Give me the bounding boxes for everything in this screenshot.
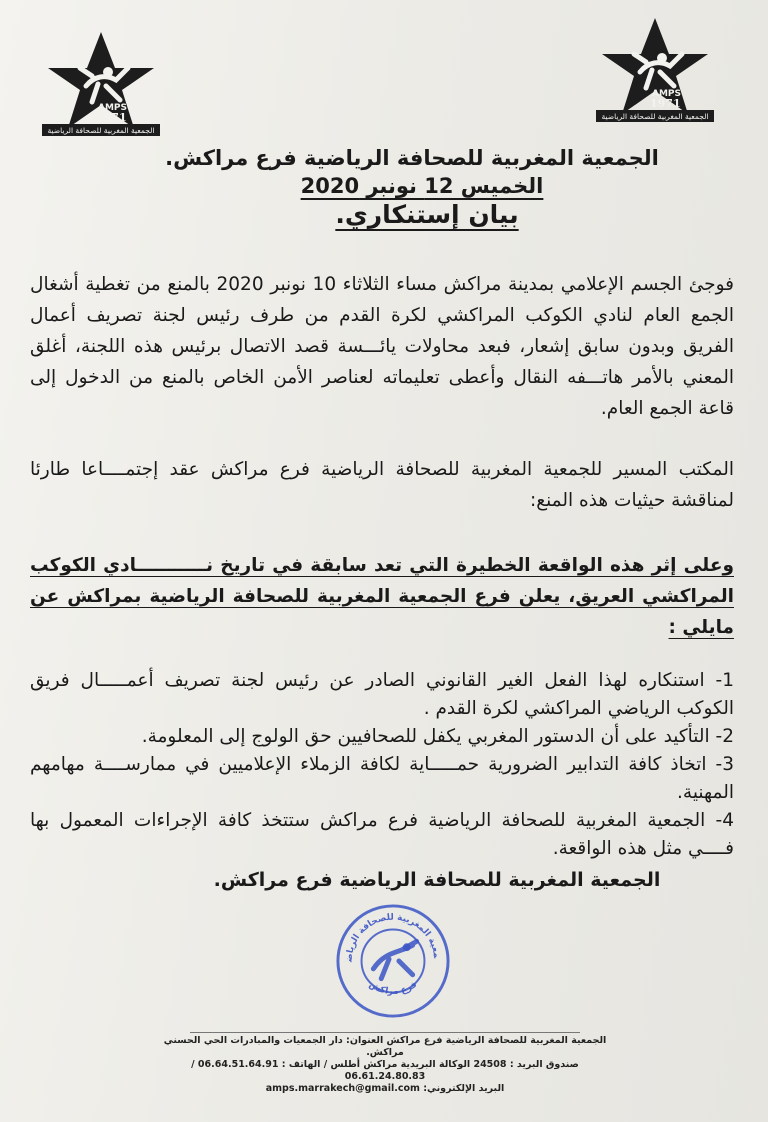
svg-text:فرع مراكش bbox=[367, 980, 419, 997]
list-item: 3- اتخاذ كافة التدابير الضرورية حمـــــاية لكافة الزملاء الإعلاميين في ممارســــة مهامهم المهنية. bbox=[30, 754, 734, 803]
list-item: 4- الجمعية المغربية للصحافة الرياضية فرع مراكش ستتخذ كافة الإجراءات المعمول بها فــــي مثل هذه الواقعة. bbox=[30, 810, 734, 859]
document-body bbox=[30, 140, 734, 891]
list-item: 2- التأكيد على أن الدستور المغربي يكفل للصحافيين حق الولوج إلى المعلومة. bbox=[141, 726, 734, 747]
association-title: الجمعية المغربية للصحافة الرياضية فرع مراكش. bbox=[165, 146, 659, 170]
amps-year: 1971 bbox=[650, 97, 681, 110]
stamp-outer-text: معية المغربية للصحافة الرياض bbox=[344, 912, 442, 963]
logo-caption: الجمعية المغربية للصحافة الرياضية bbox=[47, 126, 155, 135]
amps-logo-left bbox=[36, 28, 166, 138]
announcement-paragraph: وعلى إثر هذه الواقعة الخطيرة التي تعد سابقة في تاريخ نـــــــــــادي الكوكب المراكشي العريق، يعلن فرع الجمعية المغربية للصحافة الرياضية بمراكش عن مايلي : bbox=[30, 555, 734, 638]
amps-label: AMPS bbox=[98, 103, 127, 113]
official-stamp bbox=[334, 902, 452, 1020]
footer-phone: صندوق البريد : 24508 الوكالة البريدية مراكش أطلس / الهاتف : 06.64.51.64.91 / 06.61.24.80.83 bbox=[191, 1059, 579, 1082]
footer-contact bbox=[150, 1032, 620, 1095]
resolutions-list bbox=[30, 667, 734, 863]
document-date: الخميس 12 نونبر 2020 bbox=[300, 174, 544, 198]
footer-divider bbox=[190, 1032, 580, 1033]
list-item: 1- استنكاره لهذا الفعل الغير القانوني الصادر عن رئيس لجنة تصريف أعمـــــال فريق الكوكب الرياضي المراكشي لكرة القدم . bbox=[30, 670, 734, 719]
stamp-inner-text: فرع مراكش bbox=[367, 979, 420, 998]
signature-line: الجمعية المغربية للصحافة الرياضية فرع مراكش. bbox=[213, 869, 661, 891]
document-type-heading: بيان إستنكاري. bbox=[335, 200, 519, 229]
footer-address: الجمعية المغربية للصحافة الرياضية فرع مراكش العنوان: دار الجمعيات والمبادرات الحي الحسني مراكش. bbox=[163, 1035, 607, 1058]
star-athlete-icon bbox=[36, 28, 166, 138]
incident-paragraph: فوجئ الجسم الإعلامي بمدينة مراكش مساء الثلاثاء 10 نونبر 2020 بالمنع من تغطية أشغال الجمع العام لنادي الكوكب المراكشي لكرة القدم من طرف رئيس لجنة تصريف أعمال الفريق وبدون سابق إشعار، فبعد محاولات يائـــسة قصد الاتصال برئيس هذه اللجنة، أغلق المعني بالأمر هاتـــفه النقال وأعطى تعليماته لعناصر الأمن الخاص بالمنع من الدخول إلى قاعة الجمع العام. bbox=[30, 274, 734, 419]
star-athlete-icon bbox=[590, 14, 720, 124]
athlete-stamp-icon bbox=[334, 902, 452, 1020]
amps-year: 1971 bbox=[96, 111, 127, 124]
amps-logo-right bbox=[590, 14, 720, 124]
footer-email: البريد الإلكتروني: amps.marrakech@gmail.com bbox=[265, 1083, 505, 1094]
amps-label: AMPS bbox=[652, 89, 681, 99]
logo-caption: الجمعية المغربية للصحافة الرياضية bbox=[601, 112, 709, 121]
meeting-paragraph: المكتب المسير للجمعية المغربية للصحافة الرياضية فرع مراكش عقد إجتمــــاعا طارئا لمناقشة حيثيات هذه المنع: bbox=[30, 459, 734, 511]
